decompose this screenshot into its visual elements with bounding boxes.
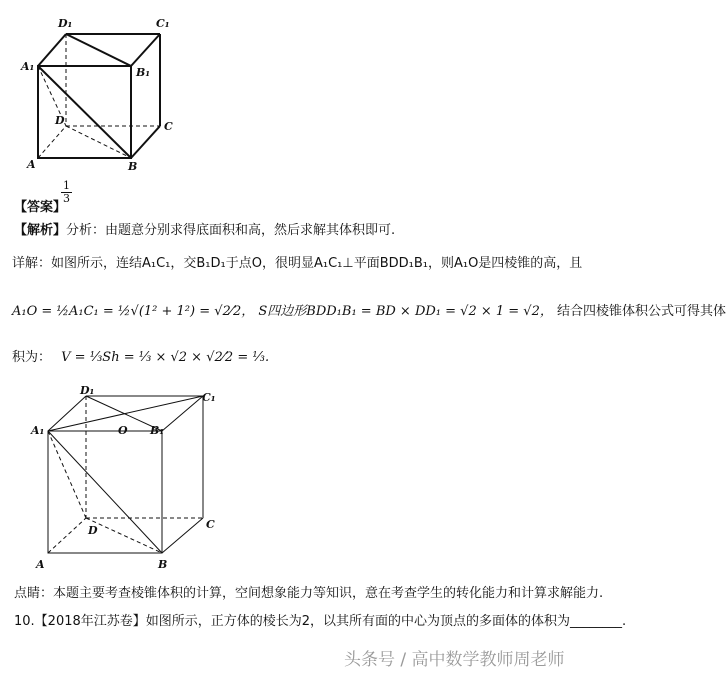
detail-line-3-prefix: 积为：	[12, 350, 52, 365]
detail-volume-formula: V = ⅓Sh = ⅓ × √2 × √2⁄2 = ⅓.	[61, 350, 270, 365]
detail-line-3	[12, 350, 269, 366]
answer-denominator: 3	[63, 192, 70, 205]
next-problem-line: 10.【2018年江苏卷】如图所示，正方体的棱长为2，以其所有面的中心为顶点的多面体的体积为________.	[14, 614, 627, 629]
label2-a1: A₁	[31, 424, 45, 437]
analysis-tag: 【解析】	[14, 223, 67, 238]
analysis-text: 分析：由题意分别求得底面积和高，然后求解其体积即可.	[66, 223, 396, 238]
label2-o: O	[118, 424, 128, 437]
label2-d1: D₁	[80, 384, 95, 397]
answer-tag: 【答案】	[14, 200, 67, 215]
label2-b: B	[158, 558, 168, 571]
watermark: 头条号 / 高中数学教师周老师	[344, 650, 565, 670]
label2-d: D	[88, 524, 98, 537]
answer-fraction	[61, 180, 72, 205]
label-d1: D₁	[58, 17, 73, 30]
label-c1: C₁	[156, 17, 170, 30]
label2-b1: B₁	[150, 424, 165, 437]
detail-height-formula: A₁O = ½A₁C₁ = ½√(1² + 1²) = √2⁄2，	[12, 304, 255, 319]
label2-c1: C₁	[202, 391, 216, 404]
detail-line-1: 详解：如图所示，连结A₁C₁，交B₁D₁于点O，很明显A₁C₁⊥平面BDD₁B₁，则A₁O是四棱锥的高，且	[12, 256, 583, 271]
detail-area-formula: S四边形BDD₁B₁ = BD × DD₁ = √2 × 1 = √2，	[258, 304, 553, 319]
label-d: D	[55, 114, 65, 127]
figure-cube-bottom	[28, 386, 228, 572]
label-a1: A₁	[21, 60, 35, 73]
comment-line: 点睛：本题主要考查棱锥体积的计算，空间想象能力等知识，意在考查学生的转化能力和计算求解能力.	[14, 586, 604, 601]
label-b1: B₁	[136, 66, 151, 79]
detail-line-2-tail: 结合四棱锥体积公式可得其体	[557, 304, 726, 319]
label-c: C	[164, 120, 173, 133]
label-b: B	[128, 160, 138, 173]
answer-line	[14, 200, 66, 216]
label2-a: A	[36, 558, 45, 571]
analysis-line	[14, 223, 395, 239]
figure-cube-top	[18, 8, 178, 173]
label2-c: C	[206, 518, 215, 531]
answer-numerator: 1	[63, 179, 70, 192]
detail-line-2	[12, 304, 726, 320]
label-a: A	[27, 158, 36, 171]
